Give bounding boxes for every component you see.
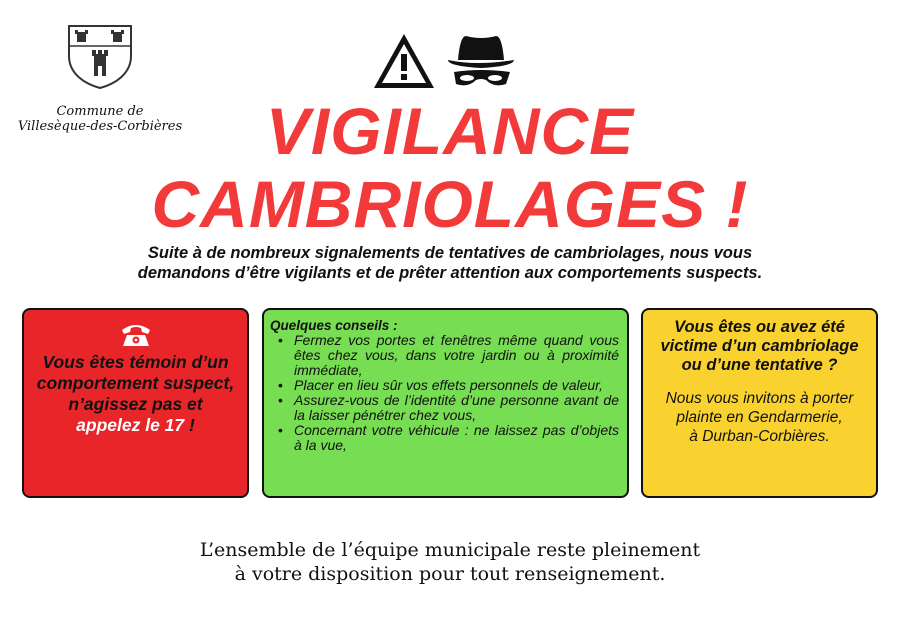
witness-end: ! [184,415,195,435]
footer-line-2: à votre disposition pour tout renseignement. [234,563,666,585]
victim-body [653,389,866,446]
call-17-text: appelez le 17 [76,415,185,435]
logo-line-2: Villesèque-des-Corbières [17,119,183,134]
witness-text: Vous êtes témoin d’un comportement suspect, n’agissez pas et [36,352,235,414]
warning-icon [374,34,434,88]
list-item: • Assurez-vous de l’identité d’une personne avant de la laisser pénétrer chez vous, [276,393,619,423]
victim-body-line-1: Nous vous invitons à porter plainte en Gendarmerie, [665,390,854,426]
logo-line-1: Commune de [56,104,144,119]
headline-line-1: VIGILANCE [265,94,635,168]
intro-text [20,243,880,283]
intro-line-1: Suite à de nombreux signalements de tentatives de cambriolages, nous vous [147,244,753,262]
tips-title: Quelques conseils : [270,318,398,333]
victim-box [641,308,878,498]
header-icons [370,30,520,94]
footer-text [0,538,900,586]
headline-line-2: CAMBRIOLAGES ! [151,167,749,241]
footer-line-1: L’ensemble de l’équipe municipale reste pleinement [199,539,701,561]
telephone-icon [119,320,153,348]
list-item: • Concernant votre véhicule : ne laissez pas d’objets à la vue, [276,423,619,453]
burglar-hat-mask-icon [448,36,514,85]
list-item: • Placer en lieu sûr vos effets personnels de valeur, [276,378,619,393]
tips-list [264,333,627,453]
victim-title: Vous êtes ou avez été victime d’un cambriolage ou d’une tentative ? [660,318,859,374]
tips-box [262,308,629,498]
list-item: • Fermez vos portes et fenêtres même quand vous êtes chez vous, dans votre jardin ou à proximité immédiate, [276,333,619,378]
victim-body-line-2: à Durban-Corbières. [689,428,830,445]
coat-of-arms-icon [65,22,135,90]
witness-box [22,308,249,498]
intro-line-2: demandons d’être vigilants et de prêter attention aux comportements suspects. [137,264,763,282]
